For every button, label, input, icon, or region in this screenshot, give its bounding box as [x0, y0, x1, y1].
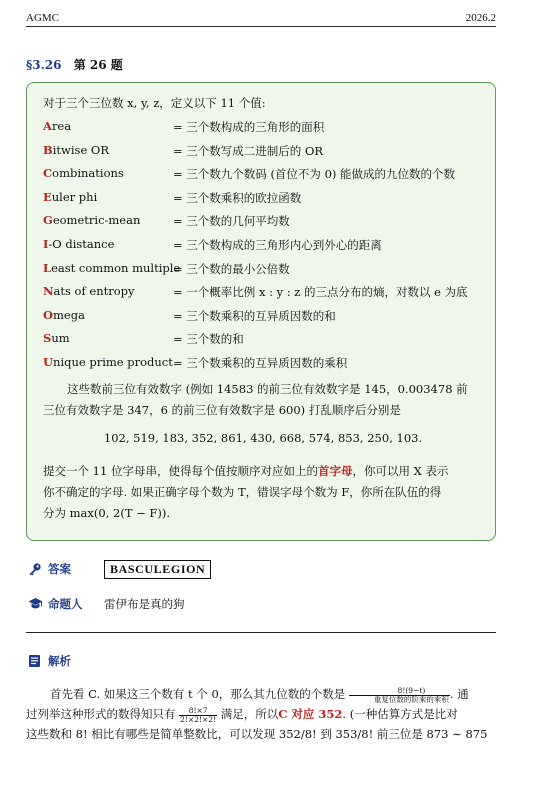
header-left: AGMC: [26, 12, 60, 24]
shuffled-numbers: 102, 519, 183, 352, 861, 430, 668, 574, 853, 250, 103.: [103, 431, 423, 445]
definition-name: [43, 331, 70, 345]
section-name: 第 26 题: [73, 58, 123, 72]
definition-initial: S: [43, 331, 52, 346]
definition-row: [43, 355, 493, 373]
definition-row: [43, 166, 493, 184]
answer-label: 答案: [48, 562, 71, 576]
page-header: [26, 12, 496, 27]
paragraph-submission: [43, 461, 483, 524]
author-label: 命题人: [48, 597, 83, 611]
definition-name: [43, 284, 135, 298]
answer-value: BASCULEGION: [104, 560, 211, 579]
analysis-heading: [26, 652, 496, 672]
analysis-text-1b: . 通: [449, 687, 469, 701]
definition-name: [43, 213, 140, 227]
definition-description: = 三个数构成的三角形内心到外心的距离: [173, 238, 382, 252]
definition-initial: U: [43, 355, 54, 369]
fraction-value: [179, 707, 217, 724]
para2-text-b: ，你可以用 X 表示: [352, 464, 449, 478]
analysis-body: [26, 684, 496, 744]
definition-initial: B: [43, 142, 53, 157]
analysis-text-1a: 首先看 C. 如果这三个数有 t 个 0，那么其九位数的个数是: [50, 687, 346, 701]
definition-name: [43, 166, 124, 180]
definition-description: = 三个数乘积的互异质因数的乘积: [173, 356, 348, 370]
definition-row: [43, 143, 493, 161]
definition-description: = 三个数写成二进制后的 OR: [173, 143, 324, 158]
header-right: 2026.2: [465, 12, 496, 24]
definition-row: [43, 331, 493, 349]
definition-name-rest: itwise OR: [52, 142, 110, 157]
para2-highlight: 首字母: [317, 464, 353, 478]
definition-description: = 三个数的和: [173, 332, 244, 347]
analysis-line1: [26, 684, 496, 704]
fraction-count-denominator: 重复位数的阶乘的乘积: [373, 694, 449, 704]
definition-name-rest: ats of entropy: [53, 284, 135, 299]
definition-name-rest: eometric-mean: [52, 213, 141, 228]
definition-initial: I: [43, 237, 49, 251]
definition-name: [43, 308, 85, 322]
para1-line1: 这些数前三位有效数字 (例如 14583 的前三位有效数字是 145，0.003478 前: [67, 382, 468, 396]
para2-line3: 分为 max(0, 2(T − F)).: [43, 506, 171, 520]
fraction-count: [349, 687, 450, 704]
definition-initial: A: [43, 119, 52, 133]
para2-text-a: 提交一个 11 位字母串，使得每个值按顺序对应如上的: [43, 464, 318, 478]
definition-name: [43, 190, 97, 204]
definition-description: = 一个概率比例 x : y : z 的三点分布的熵，对数以 e 为底: [173, 285, 468, 300]
problem-box: [26, 82, 496, 541]
definition-name-rest: rea: [51, 119, 72, 133]
definition-name: [43, 261, 180, 275]
para2-line2: 你不确定的字母. 如果正确字母个数为 T，错误字母个数为 F，你所在队伍的得: [43, 485, 442, 499]
definition-row: [43, 261, 493, 279]
definition-initial: G: [43, 213, 53, 228]
definition-description: = 三个数的几何平均数: [173, 214, 290, 229]
definition-initial: L: [43, 260, 52, 275]
fraction-value-denominator: 2!×2!×2!: [180, 714, 217, 724]
definition-name: [43, 119, 71, 133]
book-icon: [28, 654, 42, 668]
definition-name: [43, 355, 173, 369]
definition-row: [43, 237, 493, 255]
paragraph-sig-figs: [43, 379, 483, 421]
definition-name-rest: mega: [53, 307, 85, 322]
definition-name: [43, 237, 114, 251]
analysis-text-2a: 过列举这种形式的数得知只有: [26, 707, 176, 721]
author-row: [26, 595, 496, 615]
definition-initial: N: [43, 284, 54, 299]
definition-description: = 三个数乘积的互异质因数的和: [173, 308, 336, 323]
definition-initial: O: [43, 307, 54, 322]
analysis-line3: 这些数和 8! 相比有哪些是简单整数比，可以发现 352/8! 到 353/8! 前三位是 873 ∼ 875: [26, 727, 488, 741]
definition-name-rest: um: [51, 331, 70, 346]
definition-row: [43, 119, 493, 137]
definition-description: = 三个数九个数码 (首位不为 0) 能做成的九位数的个数: [173, 167, 456, 182]
fraction-count-numerator: 8!(9−t): [349, 687, 450, 696]
problem-intro: 对于三个三位数 x, y, z，定义以下 11 个值:: [43, 96, 266, 110]
definition-name: [43, 143, 109, 157]
definition-initial: E: [43, 189, 52, 204]
analysis-line2: [26, 704, 496, 724]
analysis-text-2b: 满足，所以: [220, 707, 279, 721]
graduation-cap-icon: [28, 597, 42, 611]
answer-row: [26, 560, 496, 580]
definition-name-rest: east common multiple: [51, 260, 181, 275]
definition-name-rest: ombinations: [52, 166, 124, 181]
definition-description: = 三个数乘积的欧拉函数: [173, 190, 302, 205]
definition-row: [43, 308, 493, 326]
section-number: §3.26: [26, 58, 62, 72]
section-divider: [26, 632, 496, 633]
definition-name-rest: uler phi: [51, 189, 98, 204]
para1-line2: 三位有效数字是 347，6 的前三位有效数字是 600) 打乱顺序后分别是: [43, 403, 401, 417]
author-value: 雷伊布是真的狗: [104, 597, 185, 611]
definition-row: [43, 190, 493, 208]
section-title: [26, 56, 123, 73]
definition-description: = 三个数构成的三角形的面积: [173, 120, 325, 134]
analysis-text-2c: . (一种估算方式是比对: [342, 707, 458, 721]
definition-name-rest: nique prime product: [53, 355, 173, 369]
analysis-highlight: C 对应 352: [278, 707, 343, 721]
definition-row: [43, 213, 493, 231]
analysis-label: 解析: [48, 654, 71, 668]
definition-name-rest: -O distance: [48, 237, 115, 251]
fraction-value-numerator: 8!×7: [179, 707, 217, 716]
key-icon: [28, 562, 42, 576]
definition-row: [43, 284, 493, 302]
definition-initial: C: [43, 166, 53, 181]
definition-description: = 三个数的最小公倍数: [173, 261, 290, 276]
para2-line1: [43, 461, 483, 482]
